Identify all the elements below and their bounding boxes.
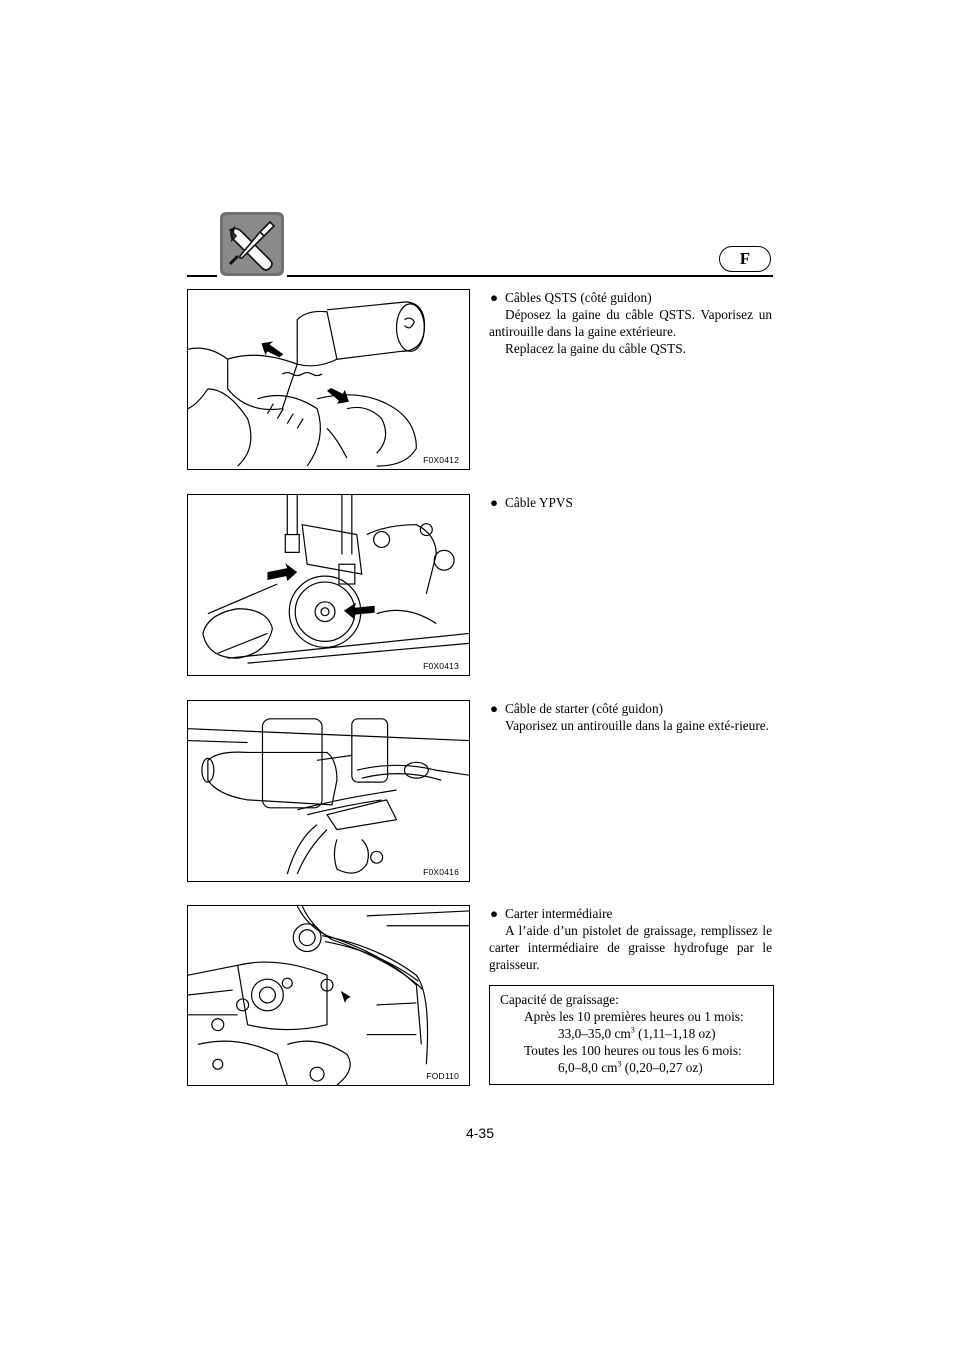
bullet-icon: ● xyxy=(490,701,499,716)
figure-code: F0X0416 xyxy=(423,867,459,877)
paragraph: Replacez la gaine du câble QSTS. xyxy=(505,341,686,356)
capacity-value-oz: (0,20–0,27 oz) xyxy=(621,1060,703,1075)
header-rule-right xyxy=(287,275,773,277)
figure-code: F0X0412 xyxy=(423,455,459,465)
ypvs-pulley-illustration xyxy=(188,495,469,675)
bullet-icon: ● xyxy=(490,290,499,305)
section-heading: Câbles QSTS (côté guidon) xyxy=(505,290,652,305)
section-heading: Câble YPVS xyxy=(505,495,573,510)
figure-intermediate-housing xyxy=(187,905,470,1086)
handlebar-qsts-illustration xyxy=(188,290,469,469)
paragraph: A l’aide d’un pistolet de graissage, remplissez le carter intermédiaire de graisse hydrofuge par le graisseur. xyxy=(489,923,772,972)
tools-wrench-icon xyxy=(220,212,284,276)
language-badge: F xyxy=(719,246,771,272)
capacity-value-periodic xyxy=(500,1059,763,1076)
section-heading: Câble de starter (côté guidon) xyxy=(505,701,664,716)
intermediate-housing-illustration xyxy=(188,906,469,1085)
bullet-heading xyxy=(489,494,772,511)
section-heading: Carter intermédiaire xyxy=(505,906,613,921)
figure-code: F0X0413 xyxy=(423,661,459,671)
figure-ypvs-cable xyxy=(187,494,470,676)
capacity-title: Capacité de graissage: xyxy=(500,992,619,1007)
bullet-icon: ● xyxy=(490,495,499,510)
section-intermediate-housing xyxy=(489,905,772,973)
figure-code: FOD110 xyxy=(426,1071,459,1081)
section-ypvs xyxy=(489,494,772,511)
paragraph: Vaporisez un antirouille dans la gaine exté-rieure. xyxy=(505,718,769,733)
section-qsts xyxy=(489,289,772,357)
starter-cable-illustration xyxy=(188,701,469,881)
figure-starter-cable xyxy=(187,700,470,882)
unit-superscript: 3 xyxy=(617,1059,622,1069)
capacity-line-first-service: Après les 10 premières heures ou 1 mois: xyxy=(524,1009,744,1024)
section-starter xyxy=(489,700,772,734)
bullet-heading xyxy=(489,700,772,717)
bullet-heading xyxy=(489,905,772,922)
bullet-icon: ● xyxy=(490,906,499,921)
unit-superscript: 3 xyxy=(630,1025,635,1035)
header-rule-left xyxy=(187,275,217,277)
capacity-line-periodic: Toutes les 100 heures ou tous les 6 mois: xyxy=(524,1043,742,1058)
capacity-value: 6,0–8,0 cm xyxy=(558,1060,618,1075)
paragraph: Déposez la gaine du câble QSTS. Vaporisez un antirouille dans la gaine extérieure. xyxy=(489,307,772,339)
figure-qsts-cable xyxy=(187,289,470,470)
capacity-value: 33,0–35,0 cm xyxy=(558,1026,631,1041)
capacity-value-first-service xyxy=(500,1025,763,1042)
grease-capacity-box xyxy=(489,985,774,1085)
page-number: 4-35 xyxy=(465,1125,495,1141)
bullet-heading xyxy=(489,289,772,306)
capacity-value-oz: (1,11–1,18 oz) xyxy=(634,1026,716,1041)
